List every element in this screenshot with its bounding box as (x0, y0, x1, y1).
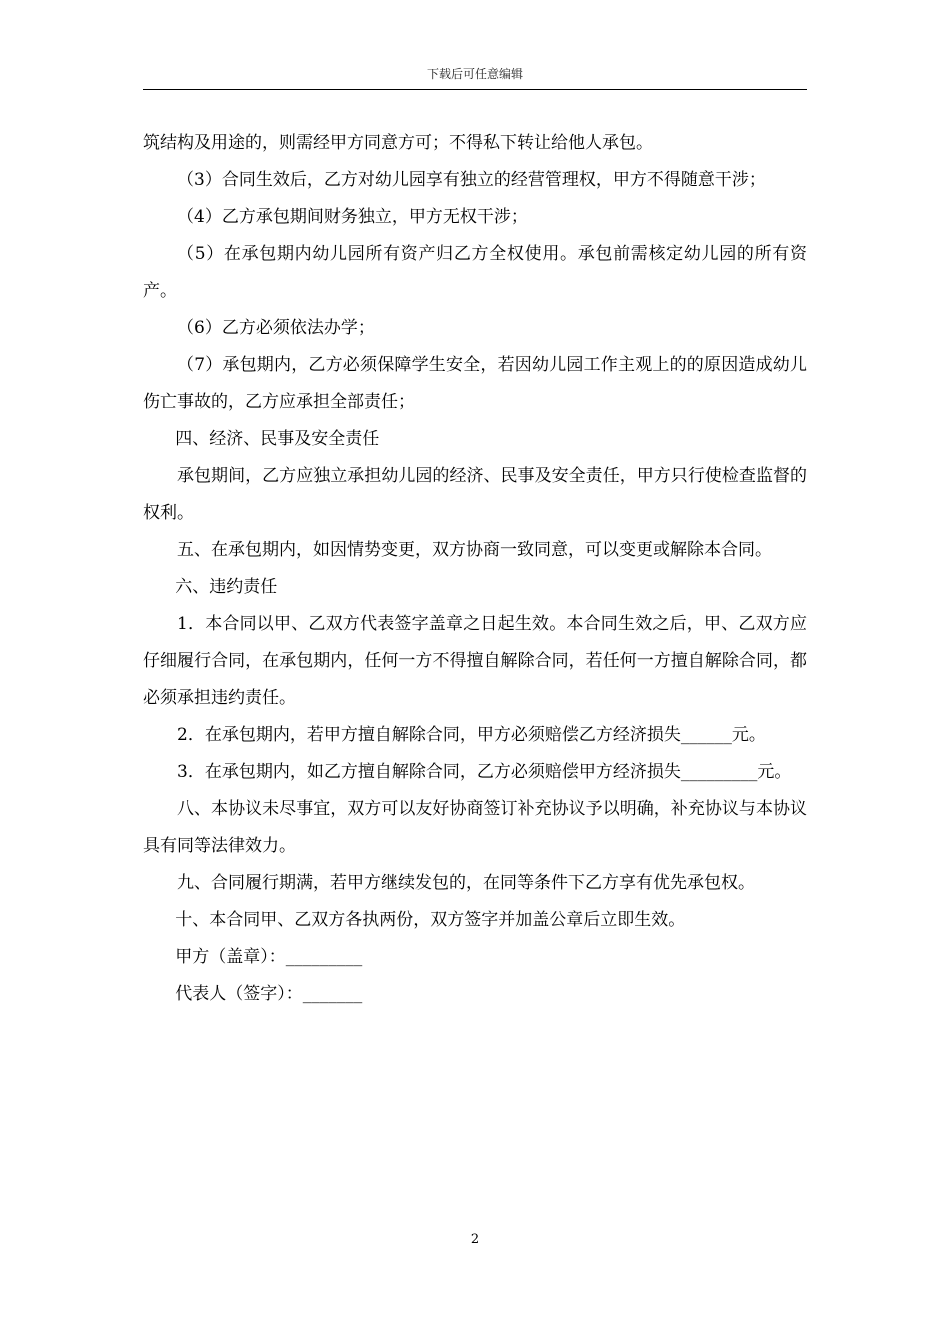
paragraph: 2．在承包期内，若甲方擅自解除合同，甲方必须赔偿乙方经济损失______元。 (177, 725, 766, 745)
page-number: 2 (470, 1232, 480, 1247)
document-body (143, 125, 807, 1013)
signature-line-party-a: 甲方（盖章）：_________ (175, 947, 363, 967)
paragraph: 八、本协议未尽事宜，双方可以友好协商签订补充协议予以明确，补充协议与本协议具有同等法律效力。 (143, 799, 807, 856)
paragraph: （4）乙方承包期间财务独立，甲方无权干涉； (177, 207, 528, 227)
paragraph: 1．本合同以甲、乙双方代表签字盖章之日起生效。本合同生效之后，甲、乙双方应仔细履行合同，在承包期内，任何一方不得擅自解除合同，若任何一方擅自解除合同，都必须承担违约责任。 (143, 614, 807, 708)
page-header: 下载后可任意编辑 (426, 67, 523, 81)
paragraph: 十、本合同甲、乙双方各执两份，双方签字并加盖公章后立即生效。 (175, 910, 686, 930)
paragraph: （7）承包期内，乙方必须保障学生安全，若因幼儿园工作主观上的的原因造成幼儿伤亡事故的，乙方应承担全部责任； (143, 355, 807, 412)
header-divider (143, 89, 807, 90)
paragraph: （5）在承包期内幼儿园所有资产归乙方全权使用。承包前需核定幼儿园的所有资产。 (143, 244, 807, 301)
paragraph: （3）合同生效后，乙方对幼儿园享有独立的经营管理权，甲方不得随意干涉； (177, 170, 766, 190)
paragraph: 承包期间，乙方应独立承担幼儿园的经济、民事及安全责任，甲方只行使检查监督的权利。 (143, 466, 807, 523)
paragraph: 3．在承包期内，如乙方擅自解除合同，乙方必须赔偿甲方经济损失_________元。 (177, 762, 792, 782)
paragraph: 五、在承包期内，如因情势变更，双方协商一致同意，可以变更或解除本合同。 (177, 540, 772, 560)
section-heading: 四、经济、民事及安全责任 (175, 429, 380, 449)
paragraph: 筑结构及用途的，则需经甲方同意方可；不得私下转让给他人承包。 (143, 133, 653, 153)
paragraph: 九、合同履行期满，若甲方继续发包的，在同等条件下乙方享有优先承包权。 (177, 873, 755, 893)
signature-line-representative: 代表人（签字）：_______ (175, 984, 363, 1004)
section-heading: 六、违约责任 (175, 577, 278, 597)
paragraph: （6）乙方必须依法办学； (177, 318, 375, 338)
